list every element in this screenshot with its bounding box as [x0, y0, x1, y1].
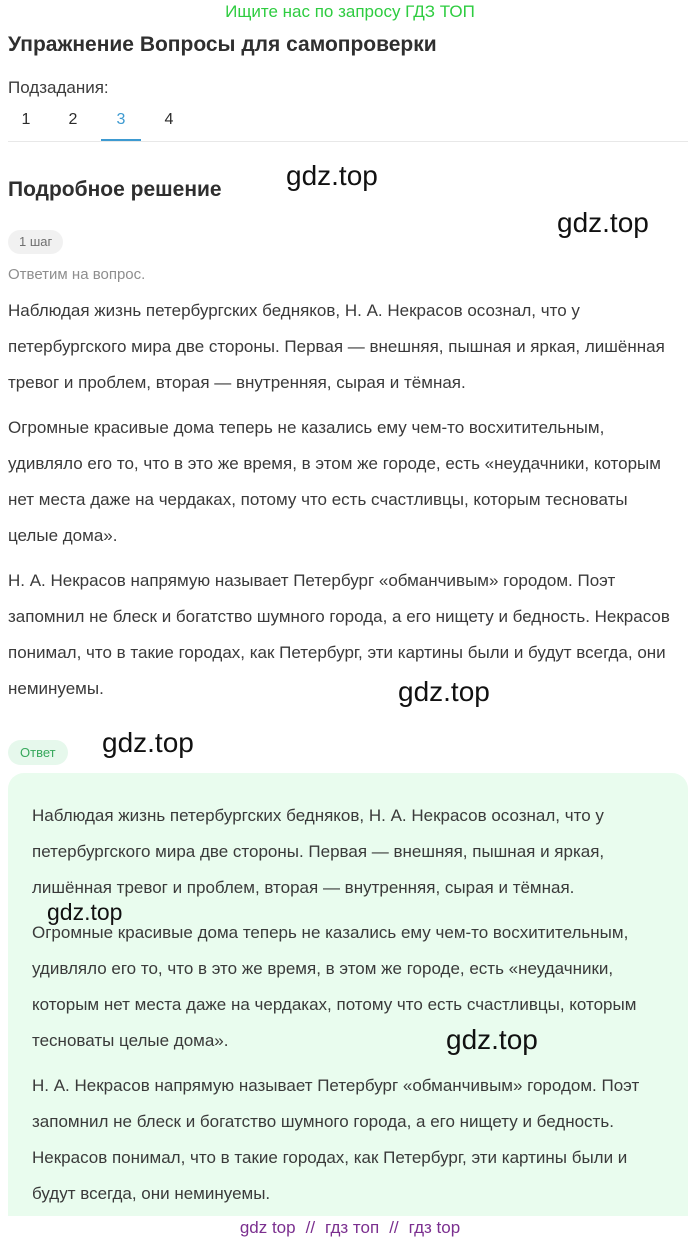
subtask-tabs	[4, 106, 688, 142]
answer-paragraph: Наблюдая жизнь петербургских бедняков, Н. А. Некрасов осознал, что у петербургского мира две стороны. Первая — внешняя, пышная и яркая, лишённая тревог и проблем, вторая — внутренняя, сырая и тёмная.	[32, 806, 605, 897]
solution-text	[8, 293, 678, 716]
subtasks-label: Подзадания:	[8, 78, 109, 97]
footer-link[interactable]: гдз топ	[325, 1218, 380, 1237]
solution-title: Подробное решение	[8, 178, 222, 201]
footer-link[interactable]: gdz top	[239, 1218, 296, 1237]
watermark: gdz.top	[557, 207, 649, 238]
page-title: Упражнение Вопросы для самопроверки	[8, 33, 437, 56]
answer-paragraph: Огромные красивые дома теперь не казались ему чем-то восхитительным, удивляло его то, что в это же время, в этом же городе, есть «неудачники, которым нет места даже на чердаках, потому что есть счастливцы, которым тесноваты целые дома».	[32, 923, 637, 1050]
solution-paragraph: Наблюдая жизнь петербургских бедняков, Н. А. Некрасов осознал, что у петербургского мира две стороны. Первая — внешняя, пышная и яркая, лишённая тревог и проблем, вторая — внутренняя, сырая и тёмная.	[8, 301, 665, 392]
subtask-tab-2[interactable]: 2	[68, 111, 78, 128]
answer-box	[8, 773, 688, 1216]
top-banner[interactable]: Ищите нас по запросу ГДЗ ТОП	[225, 2, 475, 21]
solution-paragraph: Н. А. Некрасов напрямую называет Петербург «обманчивым» городом. Поэт запомнил не блеск и богатство шумного города, а его нищету и бедность. Некрасов понимал, что в такие городах, как Петербург, эти картины были и будут всегда, они неминуемы.	[8, 571, 670, 698]
solution-intro: Ответим на вопрос.	[8, 266, 146, 283]
answer-badge: Ответ	[8, 740, 68, 765]
footer-separator: //	[389, 1218, 399, 1237]
step-badge: 1 шаг	[8, 230, 63, 254]
answer-paragraph: Н. А. Некрасов напрямую называет Петербург «обманчивым» городом. Поэт запомнил не блеск и богатство шумного города, а его нищету и бедность. Некрасов понимал, что в такие городах, как Петербург, эти картины были и будут всегда, они неминуемы.	[32, 1076, 640, 1203]
subtask-tab-1[interactable]: 1	[21, 111, 31, 128]
watermark: gdz.top	[102, 727, 194, 758]
subtask-tab-4[interactable]: 4	[164, 111, 174, 128]
tabs-divider	[8, 141, 688, 142]
footer-link[interactable]: гдз top	[408, 1218, 461, 1237]
watermark: gdz.top	[47, 899, 123, 925]
watermark: gdz.top	[398, 676, 490, 707]
watermark: gdz.top	[286, 160, 378, 191]
watermark: gdz.top	[446, 1024, 538, 1055]
footer-links	[0, 1216, 700, 1242]
subtask-tab-3[interactable]: 3	[101, 106, 141, 142]
solution-paragraph: Огромные красивые дома теперь не казались ему чем-то восхитительным, удивляло его то, что в это же время, в этом же городе, есть «неудачники, которым нет места даже на чердаках, потому что есть счастливцы, которым тесноваты целые дома».	[8, 418, 661, 545]
footer-separator: //	[305, 1218, 316, 1237]
